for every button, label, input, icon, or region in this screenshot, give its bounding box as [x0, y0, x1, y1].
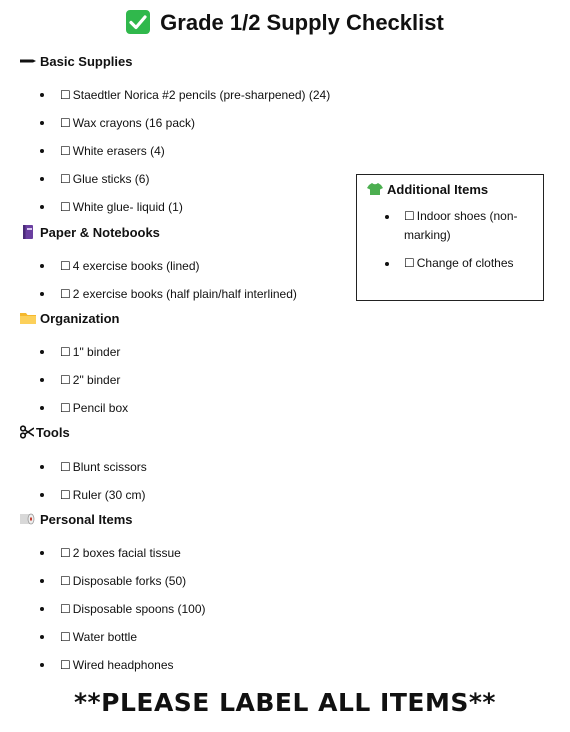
check-mark-icon — [126, 10, 150, 34]
checkbox-icon[interactable]: ☐ — [60, 460, 71, 474]
list-item[interactable]: ☐ Disposable spoons (100) — [20, 595, 206, 623]
checkbox-icon[interactable]: ☐ — [60, 287, 71, 301]
tissue-roll-icon — [20, 512, 36, 526]
list-item[interactable]: ☐ Glue sticks (6) — [20, 165, 330, 193]
checkbox-icon[interactable]: ☐ — [60, 88, 71, 102]
checkbox-icon[interactable]: ☐ — [60, 172, 71, 186]
additional-items-box — [356, 174, 544, 301]
item-list — [365, 207, 541, 282]
list-item[interactable]: ☐ Wax crayons (16 pack) — [20, 109, 330, 137]
checkbox-icon[interactable]: ☐ — [404, 256, 415, 270]
tshirt-icon — [367, 182, 383, 196]
folder-icon — [20, 311, 36, 325]
item-list — [20, 338, 128, 422]
scissors-icon — [20, 425, 34, 439]
item-list — [20, 81, 330, 221]
page-title-text: Grade 1/2 Supply Checklist — [160, 10, 444, 35]
section-heading: Paper & Notebooks — [20, 224, 297, 242]
list-item[interactable]: ☐ White glue- liquid (1) — [20, 193, 330, 221]
list-item[interactable]: ☐ Disposable forks (50) — [20, 567, 206, 595]
section-heading: Personal Items — [20, 511, 206, 529]
checkbox-icon[interactable]: ☐ — [60, 345, 71, 359]
checkbox-icon[interactable]: ☐ — [60, 602, 71, 616]
list-item[interactable]: ☐ Ruler (30 cm) — [20, 481, 147, 509]
section-organization — [20, 310, 128, 422]
list-item[interactable]: ☐ Wired headphones — [20, 651, 206, 679]
item-list — [20, 539, 206, 679]
checkbox-icon[interactable]: ☐ — [60, 401, 71, 415]
list-item[interactable]: ☐ Change of clothes — [365, 254, 541, 273]
list-item[interactable]: ☐ Water bottle — [20, 623, 206, 651]
checkbox-icon[interactable]: ☐ — [60, 144, 71, 158]
list-item[interactable]: ☐ 2" binder — [20, 366, 128, 394]
checkbox-icon[interactable]: ☐ — [60, 574, 71, 588]
section-heading: Tools — [20, 424, 147, 442]
list-item[interactable]: ☐ 2 exercise books (half plain/half interlined) — [20, 280, 297, 308]
section-heading: Organization — [20, 310, 128, 328]
page-title — [0, 8, 570, 38]
checkbox-icon[interactable]: ☐ — [60, 630, 71, 644]
list-item[interactable]: ☐ 4 exercise books (lined) — [20, 252, 297, 280]
checkbox-icon[interactable]: ☐ — [60, 116, 71, 130]
section-paper-notebooks — [20, 224, 297, 308]
list-item[interactable]: ☐ Indoor shoes (non-marking) — [365, 207, 541, 245]
section-basic-supplies — [20, 53, 330, 221]
checkbox-icon[interactable]: ☐ — [404, 209, 415, 223]
pencil-icon — [20, 54, 36, 68]
section-heading: Basic Supplies — [20, 53, 330, 71]
list-item[interactable]: ☐ White erasers (4) — [20, 137, 330, 165]
checkbox-icon[interactable]: ☐ — [60, 373, 71, 387]
label-reminder: **PLEASE LABEL ALL ITEMS** — [73, 688, 497, 717]
checkbox-icon[interactable]: ☐ — [60, 488, 71, 502]
item-list — [20, 453, 147, 509]
checkbox-icon[interactable]: ☐ — [60, 658, 71, 672]
section-tools — [20, 424, 147, 509]
list-item[interactable]: ☐ 2 boxes facial tissue — [20, 539, 206, 567]
list-item[interactable]: ☐ Staedtler Norica #2 pencils (pre-sharpened) (24) — [20, 81, 330, 109]
list-item[interactable]: ☐ Blunt scissors — [20, 453, 147, 481]
section-personal-items — [20, 511, 206, 679]
checkbox-icon[interactable]: ☐ — [60, 546, 71, 560]
list-item[interactable]: ☐ 1" binder — [20, 338, 128, 366]
section-heading: Additional Items — [367, 181, 488, 199]
notebook-icon — [20, 225, 36, 239]
item-list — [20, 252, 297, 308]
list-item[interactable]: ☐ Pencil box — [20, 394, 128, 422]
checkbox-icon[interactable]: ☐ — [60, 259, 71, 273]
checkbox-icon[interactable]: ☐ — [60, 200, 71, 214]
